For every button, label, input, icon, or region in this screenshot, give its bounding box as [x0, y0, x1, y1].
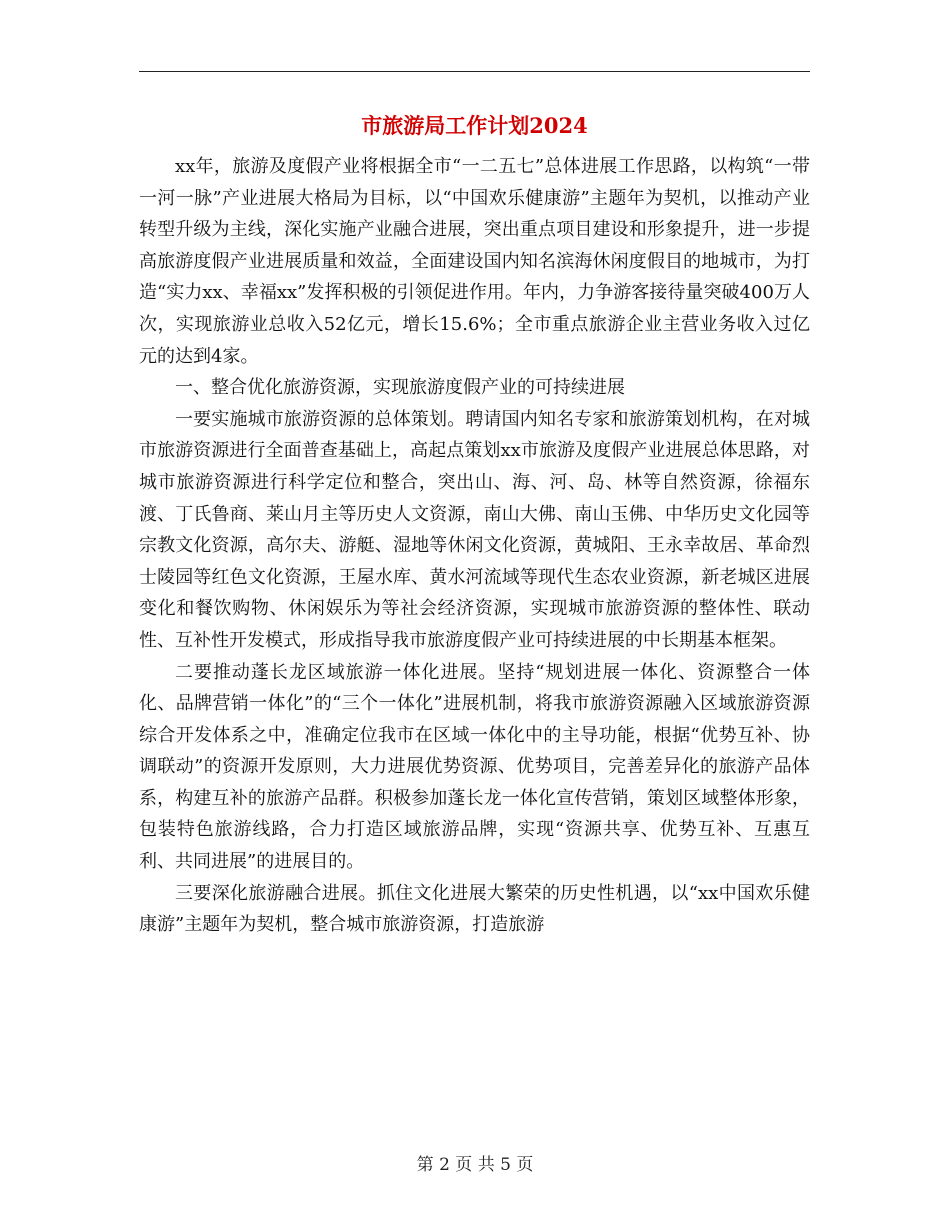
section-heading-1: 一、整合优化旅游资源，实现旅游度假产业的可持续进展 — [175, 377, 625, 399]
paragraph-intro: xx年，旅游及度假产业将根据全市“一二五七”总体进展工作思路，以构筑“一带一河一脉”产业进展大格局为目标，以“中国欢乐健康游”主题年为契机，以推动产业转型升级为主线，深化实施产业融合进展，突出重点项目建设和形象提升，进一步提高旅游度假产业进展质量和效益，全面建设国内知名滨海休闲度假目的地城市，为打造“实力xx、幸福xx”发挥积极的引领促进作用。年内，力争游客接待量突破400万人次，实现旅游业总收入52亿元，增长15.6%；全市重点旅游企业主营业务收入过亿元的达到4家。 — [139, 156, 810, 367]
paragraph-item-3: 三要深化旅游融合进展。抓住文化进展大繁荣的历史性机遇，以“xx中国欢乐健康游”主题年为契机，整合城市旅游资源，打造旅游 — [139, 882, 810, 936]
header-rule — [139, 71, 810, 72]
page-number: 第 2 页 共 5 页 — [416, 1155, 534, 1175]
paragraph-item-1: 一要实施城市旅游资源的总体策划。聘请国内知名专家和旅游策划机构，在对城市旅游资源进行全面普查基础上，高起点策划xx市旅游及度假产业进展总体思路，对城市旅游资源进行科学定位和整合，突出山、海、河、岛、林等自然资源，徐福东渡、丁氏鲁商、莱山月主等历史人文资源，南山大佛、南山玉佛、中华历史文化园等宗教文化资源，高尔夫、游艇、湿地等休闲文化资源，黄城阳、王永幸故居、革命烈士陵园等红色文化资源，王屋水库、黄水河流域等现代生态农业资源，新老城区进展变化和餐饮购物、休闲娱乐为等社会经济资源，实现城市旅游资源的整体性、联动性、互补性开发模式，形成指导我市旅游度假产业可持续进展的中长期基本框架。 — [139, 408, 810, 651]
document-title: 市旅游局工作计划2024 — [361, 113, 588, 138]
paragraph-item-2: 二要推动蓬长龙区域旅游一体化进展。坚持“规划进展一体化、资源整合一体化、品牌营销一体化”的“三个一体化”进展机制，将我市旅游资源融入区域旅游资源综合开发体系之中，准确定位我市在区域一体化中的主导功能，根据“优势互补、协调联动”的资源开发原则，大力进展优势资源、优势项目，完善差异化的旅游产品体系，构建互补的旅游产品群。积极参加蓬长龙一体化宣传营销，策划区域整体形象，包装特色旅游线路，合力打造区域旅游品牌，实现“资源共享、优势互补、互惠互利、共同进展”的进展目的。 — [139, 661, 810, 873]
document-body — [139, 151, 810, 941]
